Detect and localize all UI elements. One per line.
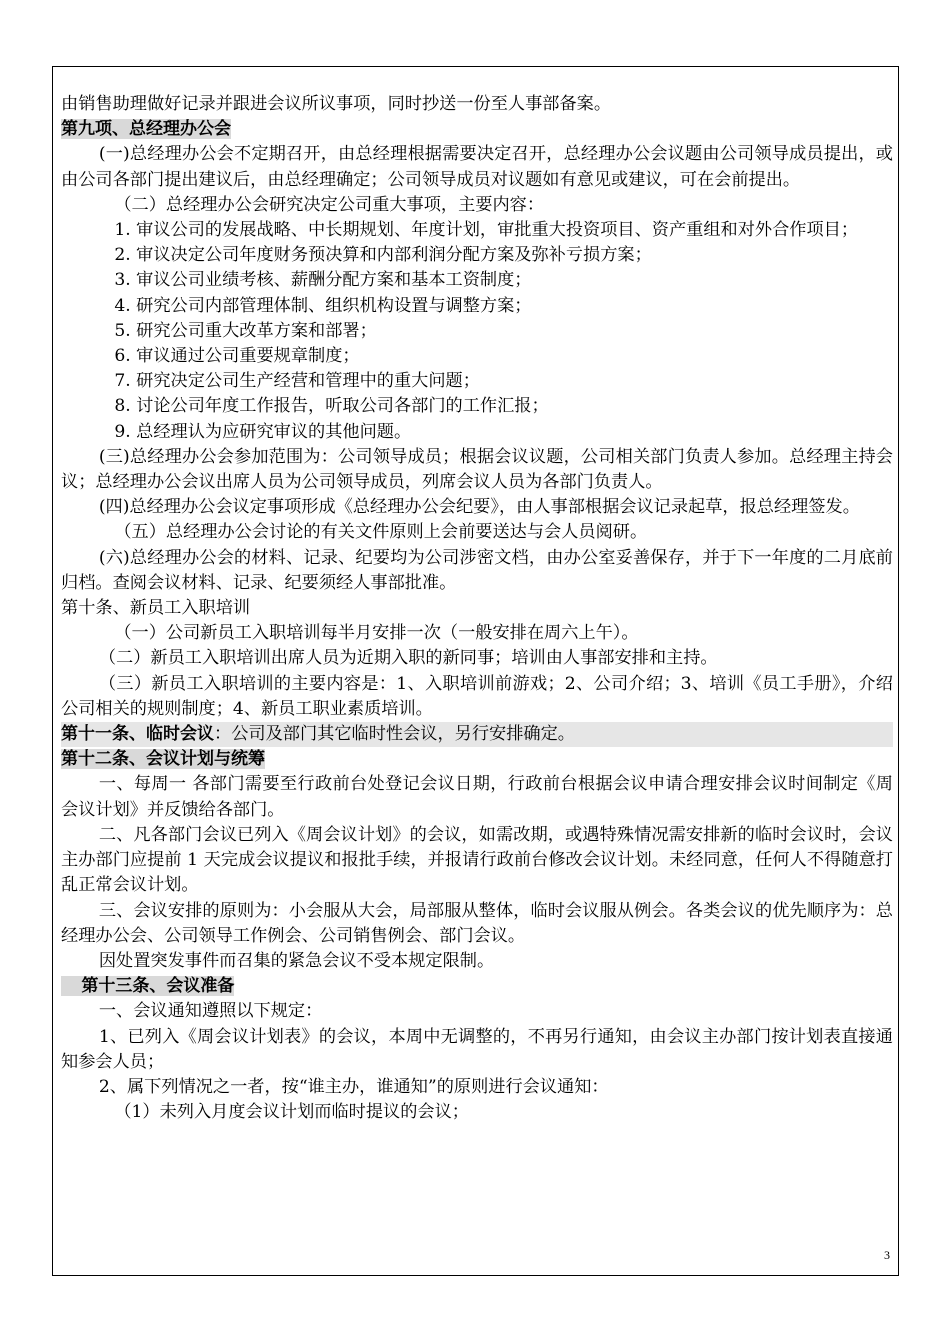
paragraph: （1）未列入月度会议计划而临时提议的会议； (114, 1102, 469, 1123)
list-item: 2. 审议决定公司年度财务预决算和内部利润分配方案及弥补亏损方案； (114, 245, 652, 266)
paragraph: 一、每周一 各部门需要至行政前台处登记会议日期，行政前台根据会议申请合理安排会议时间制定《周会议计划》并反馈给各部门。 (61, 774, 893, 820)
section-heading-11: 第十一条、临时会议：公司及部门其它临时性会议，另行安排确定。 (61, 722, 893, 747)
section-heading-10: 第十条、新员工入职培训 (61, 598, 251, 619)
paragraph: 三、会议安排的原则为：小会服从大会，局部服从整体，临时会议服从例会。各类会议的优先顺序为：总经理办公会、公司领导工作例会、公司销售例会、部门会议。 (61, 900, 893, 946)
list-item: 5. 研究公司重大改革方案和部署； (114, 320, 377, 341)
paragraph: (六)总经理办公会的材料、记录、纪要均为公司涉密文档，由办公室妥善保存，并于下一年度的二月底前归档。查阅会议材料、记录、纪要须经人事部批准。 (61, 547, 893, 593)
paragraph: 1、已列入《周会议计划表》的会议，本周中无调整的，不再另行通知，由会议主办部门按计划表直接通知参会人员； (61, 1026, 893, 1072)
list-item: 8. 讨论公司年度工作报告，听取公司各部门的工作汇报； (114, 396, 549, 417)
paragraph: (三)总经理办公会参加范围为：公司领导成员；根据会议议题，公司相关部门负责人参加。总经理主持会议；总经理办公会议出席人员为公司领导成员，列席会议人员为各部门负责人。 (61, 446, 893, 493)
paragraph: （二）新员工入职培训出席人员为近期入职的新同事；培训由人事部安排和主持。 (98, 648, 718, 669)
paragraph: 由销售助理做好记录并跟进会议所议事项，同时抄送一份至人事部备案。 (61, 94, 612, 114)
list-item: 7. 研究决定公司生产经营和管理中的重大问题； (114, 371, 480, 392)
paragraph: 2、属下列情况之一者，按“谁主办，谁通知”的原则进行会议通知： (98, 1076, 609, 1097)
list-item: 1. 审议公司的发展战略、中长期规划、年度计划，审批重大投资项目、资产重组和对外合作项目； (114, 220, 859, 241)
paragraph: （五）总经理办公会讨论的有关文件原则上会前要送达与会人员阅研。 (114, 522, 648, 543)
paragraph: 一、会议通知遵照以下规定： (98, 1001, 323, 1022)
section-heading-12: 第十二条、会议计划与统筹 (61, 749, 265, 770)
document-body (61, 92, 893, 1125)
section-heading-9: 第九项、总经理办公会 (61, 119, 231, 140)
paragraph: （三）新员工入职培训的主要内容是：1、入职培训前游戏；2、公司介绍；3、培训《员工手册》，介绍公司相关的规则制度；4、新员工职业素质培训。 (61, 673, 893, 719)
paragraph: 因处置突发事件而召集的紧急会议不受本规定限制。 (98, 950, 495, 971)
paragraph: 二、凡各部门会议已列入《周会议计划》的会议，如需改期，或遇特殊情况需安排新的临时会议时，会议主办部门应提前 1 天完成会议提议和报批手续，并报请行政前台修改会议计划。未经同意，任何人不得随意打乱正常会议计划。 (61, 824, 893, 896)
list-item: 3. 审议公司业绩考核、薪酬分配方案和基本工资制度； (114, 270, 532, 291)
paragraph: （一）公司新员工入职培训每半月安排一次（一般安排在周六上午）。 (114, 623, 639, 644)
page-number: 3 (884, 1248, 890, 1262)
list-item: 9. 总经理认为应研究审议的其他问题。 (114, 421, 412, 442)
list-item: 6. 审议通过公司重要规章制度； (114, 346, 360, 367)
paragraph: （二）总经理办公会研究决定公司重大事项，主要内容： (114, 194, 545, 215)
section-heading-13: 第十三条、会议准备 (61, 974, 893, 999)
list-item: 4. 研究公司内部管理体制、组织机构设置与调整方案； (114, 295, 532, 316)
paragraph: (一)总经理办公会不定期召开，由总经理根据需要决定召开，总经理办公会议题由公司领导成员提出，或由公司各部门提出建议后，由总经理确定；公司领导成员对议题如有意见或建议，可在会前提出。 (61, 144, 893, 190)
paragraph: (四)总经理办公会议定事项形成《总经理办公会纪要》，由人事部根据会议记录起草，报总经理签发。 (98, 497, 860, 518)
